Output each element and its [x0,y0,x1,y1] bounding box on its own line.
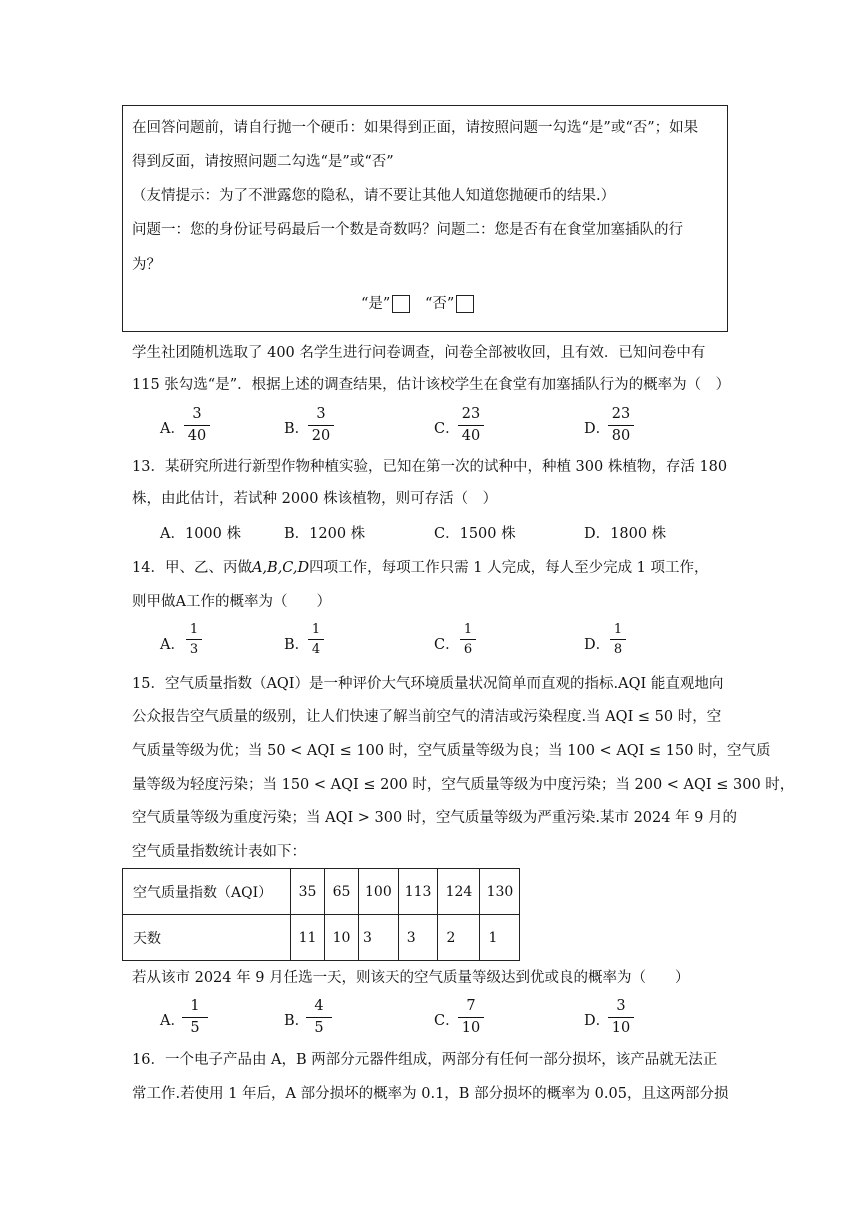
q14-works-math: A,B,C,D [251,560,310,576]
table-cell: 11 [291,915,325,961]
q13-option-c[interactable]: C．1500 株 [434,526,516,542]
table-cell: 10 [325,915,359,961]
aqi-table [122,868,520,961]
q14-line-2: 则甲做A工作的概率为（ ） [132,594,331,610]
table-row [123,869,520,915]
q15-line-5: 空气质量等级为重度污染；当 AQI > 300 时，空气质量等级为严重污染.某市 2024 年 9 月的 [132,810,738,826]
yes-label: “是” [361,296,391,312]
table-cell: 3 [398,915,438,961]
q15-line-1: 15．空气质量指数（AQI）是一种评价大气环境质量状况简单而直观的指标.AQI 能直观地向 [132,676,724,692]
box-line-5: 为？ [132,257,161,273]
box-line-4: 问题一：您的身份证号码最后一个数是奇数吗？问题二：您是否有在食堂加塞插队的行 [132,222,683,238]
no-checkbox[interactable] [456,295,474,313]
box-line-1: 在回答问题前，请自行抛一个硬币：如果得到正面，请按照问题一勾选“是”或“否”；如果 [132,120,699,136]
q13-line-2: 株，由此估计，若试种 2000 株该植物，则可存活（ ） [132,491,498,507]
q15-question: 若从该市 2024 年 9 月任选一天，则该天的空气质量等级达到优或良的概率为（ ） [132,970,690,986]
table-cell: 空气质量指数（AQI） [123,869,291,915]
yes-checkbox[interactable] [392,295,410,313]
q13-option-d[interactable]: D．1800 株 [584,526,667,542]
q12-line-1: 学生社团随机选取了 400 名学生进行问卷调查，问卷全部被收回，且有效．已知问卷中有 [132,345,706,361]
q15-line-3: 气质量等级为优；当 50 < AQI ≤ 100 时，空气质量等级为良；当 100 < AQI ≤ 150 时，空气质 [132,743,771,759]
q13-option-b[interactable]: B．1200 株 [284,526,366,542]
survey-instruction-box [122,105,728,332]
table-cell: 124 [438,869,480,915]
q15-line-4: 量等级为轻度污染；当 150 < AQI ≤ 200 时，空气质量等级为中度污染；当 200 < AQI ≤ 300 时， [132,777,795,793]
table-cell: 1 [480,915,520,961]
q15-line-6: 空气质量指数统计表如下： [132,844,306,860]
table-cell: 3 [359,915,399,961]
table-cell: 130 [480,869,520,915]
table-cell: 35 [291,869,325,915]
no-label: “否” [424,296,455,312]
q12-line-2: 115 张勾选“是”．根据上述的调查结果，估计该校学生在食堂有加塞插队行为的概率为（ ） [132,377,731,393]
table-cell: 65 [325,869,359,915]
q13-option-a[interactable]: A．1000 株 [160,526,241,542]
table-cell: 100 [359,869,399,915]
table-row [123,915,520,961]
yes-no-checkboxes [361,294,474,314]
table-cell: 113 [398,869,438,915]
q13-line-1: 13．某研究所进行新型作物种植实验，已知在第一次的试种中，种植 300 株植物，存活 180 [132,459,728,475]
box-line-2: 得到反面，请按照问题二勾选“是”或“否” [132,154,394,170]
table-cell: 天数 [123,915,291,961]
q15-line-2: 公众报告空气质量的级别，让人们快速了解当前空气的清洁或污染程度.当 AQI ≤ 50 时，空 [132,709,722,725]
table-cell: 2 [438,915,480,961]
q16-line-2: 常工作.若使用 1 年后，A 部分损坏的概率为 0.1，B 部分损坏的概率为 0.05，且这两部分损 [132,1086,729,1102]
box-line-3: （友情提示：为了不泄露您的隐私，请不要让其他人知道您抛硬币的结果.） [132,188,616,204]
q14-line-1: 14．甲、乙、丙做A,B,C,D四项工作，每项工作只需 1 人完成，每人至少完成 1 项工作， [132,560,709,576]
q16-line-1: 16．一个电子产品由 A，B 两部分元器件组成，两部分有任何一部分损坏，该产品就无法正 [132,1052,718,1068]
